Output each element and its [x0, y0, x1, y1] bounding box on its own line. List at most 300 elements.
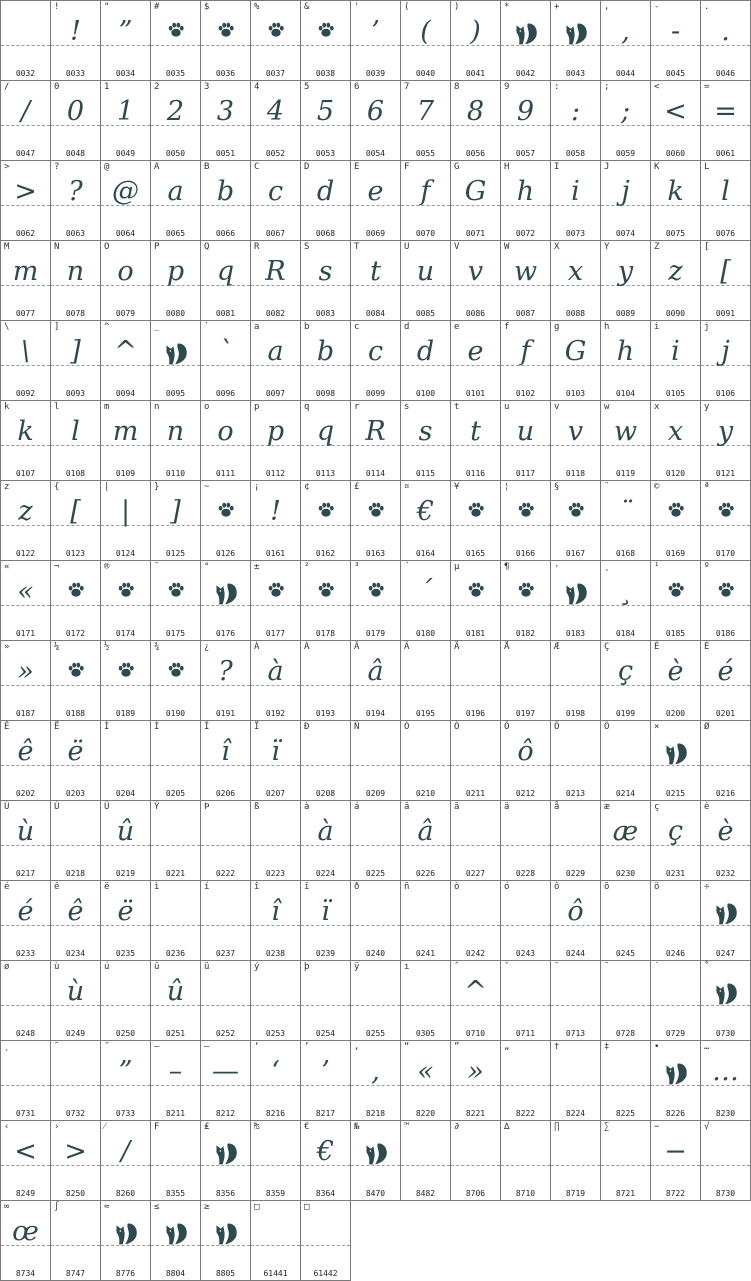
glyph-code: 0223: [265, 869, 286, 878]
glyph-sample: q: [216, 256, 235, 287]
glyph-key-label: ¤: [404, 482, 410, 492]
glyph-sample: [601, 1055, 650, 1089]
glyph-key-label: ı: [404, 962, 410, 972]
glyph-cell: [251, 241, 301, 321]
glyph-key-label: +: [554, 2, 560, 12]
glyph-key-label: ÿ: [354, 962, 360, 972]
glyph-key-label: ¨: [604, 482, 610, 492]
glyph-cell: [101, 801, 151, 881]
glyph-code: 0216: [715, 789, 736, 798]
glyph-code: 8211: [165, 1109, 186, 1118]
glyph-code: 0186: [715, 629, 736, 638]
glyph-code: 0252: [215, 1029, 236, 1038]
glyph-key-label: V: [454, 242, 460, 252]
glyph-code: 0084: [365, 309, 386, 318]
baseline-guide: [301, 605, 350, 606]
glyph-cell: [301, 1, 351, 81]
glyph-code: 8356: [215, 1189, 236, 1198]
glyph-code: 8470: [365, 1189, 386, 1198]
glyph-sample: 7: [416, 96, 435, 127]
glyph-code: 0075: [665, 229, 686, 238]
glyph-key-label: è: [704, 802, 710, 812]
glyph-code: 0099: [365, 389, 386, 398]
glyph-code: 8260: [115, 1189, 136, 1198]
glyph-code: 0161: [265, 549, 286, 558]
glyph-key-label: ù: [54, 962, 60, 972]
glyph-sample: ”: [118, 16, 133, 47]
glyph-code: 0229: [565, 869, 586, 878]
glyph-cell: [101, 401, 151, 481]
glyph-code: 0233: [15, 949, 36, 958]
glyph-code: 0114: [365, 469, 386, 478]
glyph-key-label: (: [404, 2, 410, 12]
glyph-key-label: □: [254, 1202, 260, 1212]
glyph-cell: [251, 641, 301, 721]
glyph-key-label: #: [154, 2, 160, 12]
glyph-sample: [351, 895, 400, 929]
glyph-cell: [601, 1041, 651, 1121]
glyph-sample: h: [516, 176, 535, 207]
paw-icon: [717, 501, 735, 519]
glyph-key-label: ∞: [4, 1202, 10, 1212]
glyph-sample: [401, 655, 450, 689]
glyph-key-label: ý: [254, 962, 260, 972]
glyph-sample: =: [714, 96, 737, 127]
glyph-key-label: M: [4, 242, 10, 252]
glyph-cell: [551, 401, 601, 481]
glyph-cell: [251, 721, 301, 801]
glyph-cell: [301, 961, 351, 1041]
glyph-cell: [251, 561, 301, 641]
fox-icon: [713, 901, 739, 927]
glyph-sample: [501, 655, 550, 689]
glyph-key-label: Ä: [454, 642, 460, 652]
glyph-code: 0054: [365, 149, 386, 158]
glyph-code: 0235: [115, 949, 136, 958]
glyph-key-label: ¶: [504, 562, 510, 572]
glyph-cell: [601, 881, 651, 961]
glyph-cell: [151, 721, 201, 801]
glyph-sample: ;: [620, 96, 631, 127]
glyph-code: 0195: [415, 709, 436, 718]
glyph-code: 8805: [215, 1269, 236, 1278]
glyph-key-label: í: [204, 882, 210, 892]
glyph-key-label: P: [154, 242, 160, 252]
glyph-code: 0179: [365, 629, 386, 638]
glyph-sample: [: [720, 256, 731, 287]
glyph-cell: [51, 721, 101, 801]
glyph-key-label: Ê: [4, 722, 10, 732]
glyph-sample: ¸: [618, 576, 633, 607]
glyph-key-label: G: [454, 162, 460, 172]
glyph-cell: [401, 161, 451, 241]
glyph-sample: !: [70, 16, 81, 47]
glyph-cell: [1, 1041, 51, 1121]
glyph-code: 0090: [665, 309, 686, 318]
glyph-key-label: Î: [204, 722, 210, 732]
glyph-cell: [651, 1041, 701, 1121]
glyph-cell: [301, 1201, 351, 1281]
glyph-sample: [251, 815, 300, 849]
glyph-key-label: È: [654, 642, 660, 652]
glyph-code: 0166: [515, 549, 536, 558]
glyph-cell: [1, 881, 51, 961]
paw-icon: [317, 501, 335, 519]
glyph-key-label: 0: [54, 82, 60, 92]
paw-icon: [267, 581, 285, 599]
glyph-key-label: .: [704, 2, 710, 12]
glyph-code: 0181: [465, 629, 486, 638]
glyph-sample: [551, 735, 600, 769]
glyph-sample: [251, 1135, 300, 1169]
glyph-sample: –: [168, 1056, 183, 1087]
glyph-code: 0073: [565, 229, 586, 238]
glyph-key-label: t: [454, 402, 460, 412]
glyph-sample: ë: [67, 736, 84, 767]
glyph-key-label: ª: [704, 482, 710, 492]
glyph-key-label: ∂: [454, 1122, 460, 1132]
glyph-cell: [701, 241, 751, 321]
glyph-key-label: ≤: [154, 1202, 160, 1212]
glyph-cell: [601, 81, 651, 161]
glyph-sample: [251, 975, 300, 1009]
glyph-key-label: _: [154, 322, 160, 332]
paw-icon: [667, 581, 685, 599]
glyph-code: 8220: [415, 1109, 436, 1118]
glyph-key-label: b: [304, 322, 310, 332]
glyph-cell: [101, 881, 151, 961]
glyph-code: 0182: [515, 629, 536, 638]
glyph-code: 8747: [65, 1269, 86, 1278]
glyph-code: 8218: [365, 1109, 386, 1118]
glyph-sample: ’: [371, 16, 380, 47]
glyph-cell: [51, 1201, 101, 1281]
glyph-sample: ï: [271, 736, 280, 767]
glyph-cell: [351, 1121, 401, 1201]
glyph-sample: [151, 895, 200, 929]
glyph-key-label: ¢: [304, 482, 310, 492]
glyph-cell: [401, 1041, 451, 1121]
glyph-cell: [401, 401, 451, 481]
glyph-code: 0202: [15, 789, 36, 798]
glyph-code: 0198: [565, 709, 586, 718]
glyph-cell: [151, 1121, 201, 1201]
glyph-key-label: o: [204, 402, 210, 412]
glyph-key-label: J: [604, 162, 610, 172]
glyph-key-label: Í: [154, 722, 160, 732]
glyph-code: 0096: [215, 389, 236, 398]
glyph-sample: [201, 975, 250, 1009]
glyph-code: 0100: [415, 389, 436, 398]
glyph-code: 0213: [565, 789, 586, 798]
glyph-key-label: „: [504, 1042, 510, 1052]
glyph-cell: [101, 961, 151, 1041]
glyph-cell: [151, 881, 201, 961]
glyph-cell: [651, 961, 701, 1041]
glyph-key-label: õ: [604, 882, 610, 892]
glyph-sample: G: [564, 336, 587, 367]
glyph-sample: w: [613, 416, 638, 447]
glyph-key-label: ˛: [4, 1042, 10, 1052]
glyph-code: 0169: [665, 549, 686, 558]
glyph-cell: [701, 321, 751, 401]
glyph-code: 0221: [165, 869, 186, 878]
glyph-sample: [501, 1135, 550, 1169]
glyph-key-label: U: [404, 242, 410, 252]
fox-icon: [213, 581, 239, 607]
glyph-sample: —: [212, 1056, 239, 1087]
glyph-cell: [551, 241, 601, 321]
glyph-code: 0107: [15, 469, 36, 478]
glyph-code: 0231: [665, 869, 686, 878]
glyph-sample: û: [116, 816, 135, 847]
glyph-sample: ï: [321, 896, 330, 927]
glyph-key-label: “: [404, 1042, 410, 1052]
glyph-sample: ,: [621, 16, 630, 47]
glyph-sample: l: [71, 416, 80, 447]
glyph-cell: [301, 1121, 351, 1201]
glyph-sample: \: [20, 336, 31, 367]
glyph-cell: [401, 641, 451, 721]
glyph-sample: z: [668, 256, 683, 287]
glyph-sample: [201, 895, 250, 929]
glyph-cell: [351, 801, 401, 881]
glyph-code: 0091: [715, 309, 736, 318]
glyph-code: 0077: [15, 309, 36, 318]
baseline-guide: [501, 605, 550, 606]
glyph-key-label: «: [4, 562, 10, 572]
glyph-key-label: ä: [504, 802, 510, 812]
paw-icon: [117, 661, 135, 679]
glyph-sample: [301, 1215, 350, 1249]
glyph-cell: [51, 1, 101, 81]
glyph-cell: [201, 1, 251, 81]
glyph-sample: n: [66, 256, 85, 287]
glyph-key-label: &: [304, 2, 310, 12]
glyph-key-label: ·: [554, 562, 560, 572]
glyph-code: 0713: [565, 1029, 586, 1038]
glyph-cell: [1, 481, 51, 561]
glyph-sample: k: [667, 176, 684, 207]
glyph-sample: «: [17, 576, 34, 607]
glyph-cell: [251, 961, 301, 1041]
glyph-sample: î: [271, 896, 280, 927]
glyph-key-label: ≈: [104, 1202, 110, 1212]
glyph-sample: [1, 15, 50, 49]
glyph-cell: [451, 721, 501, 801]
glyph-sample: …: [712, 1056, 739, 1087]
glyph-cell: [651, 401, 701, 481]
glyph-cell: [501, 721, 551, 801]
glyph-key-label: Õ: [554, 722, 560, 732]
glyph-key-label: Æ: [554, 642, 560, 652]
glyph-code: 0047: [15, 149, 36, 158]
fox-icon: [663, 1061, 689, 1087]
glyph-code: 0192: [265, 709, 286, 718]
glyph-sample: j: [621, 176, 630, 207]
baseline-guide: [701, 605, 750, 606]
glyph-code: 0206: [215, 789, 236, 798]
glyph-key-label: F: [154, 1122, 160, 1132]
glyph-code: 0212: [515, 789, 536, 798]
glyph-code: 0088: [565, 309, 586, 318]
glyph-sample: 3: [216, 96, 235, 127]
glyph-code: 0228: [515, 869, 536, 878]
glyph-sample: x: [667, 416, 684, 447]
glyph-cell: [651, 1, 701, 81]
glyph-sample: 9: [516, 96, 535, 127]
glyph-cell: [151, 1, 201, 81]
glyph-code: 0082: [265, 309, 286, 318]
glyph-cell: [301, 561, 351, 641]
glyph-key-label: n: [154, 402, 160, 412]
fox-icon: [363, 1141, 389, 1167]
glyph-sample: d: [316, 176, 335, 207]
glyph-sample: [351, 975, 400, 1009]
glyph-key-label: −: [654, 1122, 660, 1132]
glyph-cell: [351, 401, 401, 481]
glyph-code: 0043: [565, 69, 586, 78]
glyph-sample: o: [217, 416, 234, 447]
glyph-key-label: Ø: [704, 722, 710, 732]
glyph-sample: m: [112, 416, 139, 447]
glyph-cell: [151, 481, 201, 561]
glyph-cell: [1, 241, 51, 321]
glyph-cell: [501, 641, 551, 721]
glyph-sample: ]: [70, 336, 81, 367]
glyph-cell: [451, 561, 501, 641]
glyph-key-label: W: [504, 242, 510, 252]
glyph-key-label: ': [354, 2, 360, 12]
paw-icon: [367, 501, 385, 519]
glyph-cell: [51, 1121, 101, 1201]
glyph-sample: [551, 1135, 600, 1169]
glyph-code: 0046: [715, 69, 736, 78]
glyph-cell: [251, 321, 301, 401]
glyph-key-label: ›: [54, 1122, 60, 1132]
glyph-code: 0190: [165, 709, 186, 718]
glyph-sample: <: [664, 96, 687, 127]
paw-icon: [567, 501, 585, 519]
glyph-code: 0255: [365, 1029, 386, 1038]
glyph-sample: u: [416, 256, 435, 287]
glyph-sample: à: [267, 656, 284, 687]
glyph-sample: s: [318, 256, 333, 287]
glyph-sample: f: [520, 336, 531, 367]
glyph-cell: [701, 161, 751, 241]
baseline-guide: [651, 525, 700, 526]
glyph-cell: [551, 481, 601, 561]
glyph-cell: [51, 241, 101, 321]
glyph-code: 0108: [65, 469, 86, 478]
glyph-sample: a: [267, 336, 284, 367]
glyph-code: 0068: [315, 229, 336, 238]
glyph-code: 0101: [465, 389, 486, 398]
glyph-code: 0188: [65, 709, 86, 718]
glyph-sample: î: [221, 736, 230, 767]
glyph-key-label: %: [254, 2, 260, 12]
glyph-key-label: X: [554, 242, 560, 252]
glyph-code: 0034: [115, 69, 136, 78]
glyph-sample: ê: [67, 896, 84, 927]
glyph-cell: [51, 801, 101, 881]
glyph-code: 0104: [615, 389, 636, 398]
glyph-key-label: D: [304, 162, 310, 172]
glyph-code: 0211: [465, 789, 486, 798]
glyph-cell: [651, 881, 701, 961]
glyph-key-label: N: [54, 242, 60, 252]
glyph-code: 0056: [465, 149, 486, 158]
glyph-code: 0035: [165, 69, 186, 78]
glyph-sample: [501, 815, 550, 849]
glyph-code: 0253: [265, 1029, 286, 1038]
glyph-code: 8776: [115, 1269, 136, 1278]
glyph-sample: €: [416, 496, 435, 527]
glyph-sample: ç: [667, 816, 684, 847]
glyph-key-label: æ: [604, 802, 610, 812]
baseline-guide: [151, 685, 200, 686]
glyph-sample: −: [664, 1136, 687, 1167]
glyph-key-label: =: [704, 82, 710, 92]
glyph-code: 0117: [515, 469, 536, 478]
glyph-code: 0234: [65, 949, 86, 958]
glyph-key-label: €: [304, 1122, 310, 1132]
glyph-code: 0209: [365, 789, 386, 798]
glyph-key-label: ;: [604, 82, 610, 92]
glyph-cell: [351, 1041, 401, 1121]
glyph-code: 0085: [415, 309, 436, 318]
glyph-key-label: 8: [454, 82, 460, 92]
glyph-cell: [501, 961, 551, 1041]
glyph-key-label: k: [4, 402, 10, 412]
glyph-code: 0064: [115, 229, 136, 238]
glyph-cell: [451, 321, 501, 401]
glyph-code: 0072: [515, 229, 536, 238]
glyph-key-label: *: [504, 2, 510, 12]
glyph-key-label: ∫: [54, 1202, 60, 1212]
glyph-key-label: s: [404, 402, 410, 412]
glyph-cell: [301, 481, 351, 561]
glyph-code: 0094: [115, 389, 136, 398]
glyph-sample: v: [467, 256, 484, 287]
glyph-key-label: ®: [104, 562, 110, 572]
glyph-cell: [701, 561, 751, 641]
glyph-code: 0171: [15, 629, 36, 638]
glyph-cell: [401, 481, 451, 561]
glyph-sample: `: [218, 336, 233, 367]
glyph-cell: [51, 641, 101, 721]
glyph-key-label: …: [704, 1042, 710, 1052]
glyph-cell: [51, 561, 101, 641]
glyph-cell: [351, 161, 401, 241]
glyph-code: 0083: [315, 309, 336, 318]
glyph-code: 0119: [615, 469, 636, 478]
glyph-key-label: ‘: [254, 1042, 260, 1052]
glyph-code: 0210: [415, 789, 436, 798]
glyph-key-label: Ô: [504, 722, 510, 732]
glyph-sample: h: [616, 336, 635, 367]
glyph-sample: è: [667, 656, 684, 687]
glyph-code: 0732: [65, 1109, 86, 1118]
glyph-code: 0037: [265, 69, 286, 78]
glyph-cell: [101, 1201, 151, 1281]
glyph-sample: ]: [170, 496, 181, 527]
glyph-cell: [201, 801, 251, 881]
glyph-key-label: °: [204, 562, 210, 572]
glyph-key-label: –: [154, 1042, 160, 1052]
baseline-guide: [101, 685, 150, 686]
glyph-code: 0246: [665, 949, 686, 958]
